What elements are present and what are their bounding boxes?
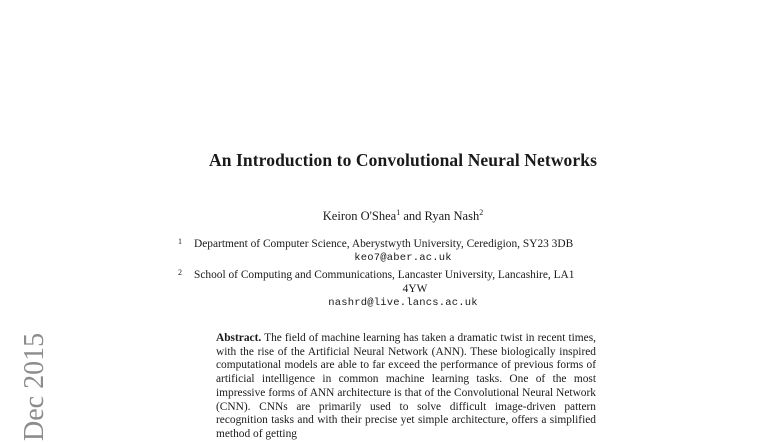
abstract-body: The field of machine learning has taken a dramatic twist in recent times, with the rise of the Artificial Neural Network (ANN). These biologically inspired computational models are able to far exceed the performance of previous forms of artificial intelligence in common machine learning tasks. One of the most impressive forms of ANN architecture is that of the Convolutional Neural Network (CNN). CNNs are primarily used to solve difficult image-driven pattern recognition tasks and with their precise yet simple architecture, offers a simplified method of getting (216, 332, 596, 440)
arxiv-sidebar-date: Dec 2015 (19, 332, 50, 441)
affiliation-1 (178, 237, 636, 251)
affiliation-marker: 1 (396, 208, 401, 217)
email-address: nashrd@live.lancs.ac.uk (328, 297, 478, 309)
affiliation-number: 1 (178, 237, 182, 246)
affiliation-text: Department of Computer Science, Aberystwyth University, Ceredigion, SY23 3DB (194, 238, 574, 250)
abstract (216, 332, 596, 442)
paper-title: An Introduction to Convolutional Neural Networks (208, 150, 598, 170)
author-name: Keiron O'Shea (322, 209, 397, 223)
affiliation-marker: 2 (479, 208, 484, 217)
email-address: keo7@aber.ac.uk (354, 252, 452, 264)
affiliation-2 (178, 268, 636, 296)
affiliation-text: School of Computing and Communications, Lancaster University, Lancashire, LA1 (194, 269, 575, 281)
author-conjunction: and (400, 209, 425, 223)
abstract-heading: Abstract. (216, 332, 262, 344)
author-line (0, 209, 784, 224)
author-name: Ryan Nash (424, 209, 480, 223)
affiliation-number: 2 (178, 268, 182, 277)
affiliation-text-continued: 4YW (402, 283, 428, 295)
